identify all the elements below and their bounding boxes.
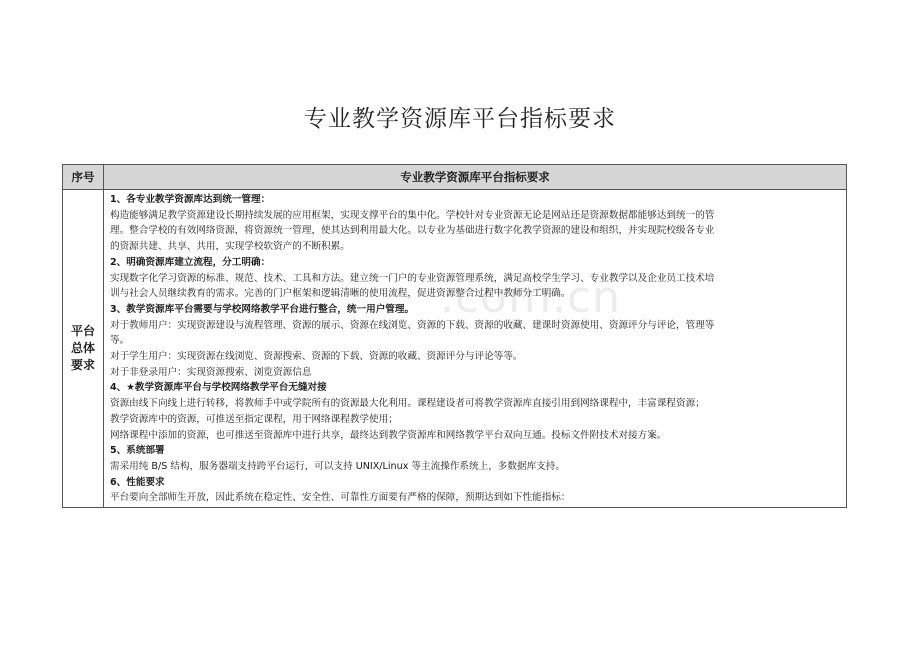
category-label-line: 平台 <box>70 324 95 339</box>
paragraph-line: 对于非登录用户：实现资源搜索、浏览资源信息 <box>110 366 312 378</box>
paragraph-line: 教学资源库中的资源，可推送至指定课程，用于网络课程教学使用； <box>110 413 398 425</box>
paragraph-line: 资源由线下向线上进行转移，将教师手中或学院所有的资源最大化利用。课程建设者可将教学资源库直接引用到网络课程中，丰富课程资源； <box>110 398 705 410</box>
paragraph-line: 训与社会人员继续教育的需求。完善的门户框架和逻辑清晰的使用流程，促进资源整合过程中教师分工明确。 <box>110 288 571 300</box>
category-cell <box>63 190 104 508</box>
category-label-line: 总体 <box>70 341 95 356</box>
paragraph-line: 理。整合学校的有效网络资源，将资源统一管理，使其达到利用最大化。以专业为基础进行数字化教学资源的建设和组织，并实现院校级各专业 <box>110 225 715 237</box>
section-heading: 3、教学资源库平台需要与学校网络教学平台进行整合，统一用户管理。 <box>110 303 415 315</box>
paragraph-line: 的资源共建、共享、共用，实现学校软资产的不断积累。 <box>110 241 350 253</box>
watermark: .com.cn <box>440 272 622 323</box>
paragraph-line: 网络课程中添加的资源，也可推送至资源库中进行共享，最终达到教学资源库和网络教学平台双向互通。投标文件附技术对接方案。 <box>110 429 667 441</box>
table-row <box>63 190 847 508</box>
paragraph-line: 等。 <box>110 335 130 347</box>
section-heading: 4、★教学资源库平台与学校网络教学平台无缝对接 <box>110 382 327 394</box>
document-title: 专业教学资源库平台指标要求 <box>304 106 616 132</box>
requirements-table <box>62 164 847 508</box>
section-heading: 2、明确资源库建立流程，分工明确： <box>110 256 271 268</box>
requirements-content-cell <box>104 190 847 508</box>
section-heading: 5、系统部署 <box>110 445 165 457</box>
paragraph-line: 实现数字化学习资源的标准、规范、技术、工具和方法。建立统一门户的专业资源管理系统，满足高校学生学习、专业教学以及企业员工技术培 <box>110 272 715 284</box>
paragraph-line: 构造能够满足教学资源建设长期持续发展的应用框架，实现支撑平台的集中化。学校针对专业资源无论是网站还是资源数据都能够达到统一的管 <box>110 209 715 221</box>
paragraph-line: 对于教师用户：实现资源建设与流程管理、资源的展示、资源在线浏览、资源的下载、资源的收藏、建课时资源使用、资源评分与评论，管理等 <box>110 319 715 331</box>
paragraph-line: 对于学生用户：实现资源在线浏览、资源搜索、资源的下载、资源的收藏、资源评分与评论等等。 <box>110 351 523 363</box>
section-heading: 6、性能要求 <box>110 476 165 488</box>
table-header-row <box>63 165 847 190</box>
section-heading: 1、各专业教学资源库达到统一管理： <box>110 194 271 205</box>
paragraph-line: 平台要向全部师生开放，因此系统在稳定性、安全性、可靠性方面要有严格的保障，预期达到如下性能指标： <box>110 492 571 504</box>
paragraph-line: 需采用纯 B/S 结构，服务器端支持跨平台运行，可以支持 UNIX/Linux 等主流操作系统上，多数据库支持。 <box>110 460 565 472</box>
category-label-line: 要求 <box>70 358 95 373</box>
header-serial-number: 序号 <box>63 165 104 190</box>
header-requirements: 专业教学资源库平台指标要求 <box>104 165 847 190</box>
